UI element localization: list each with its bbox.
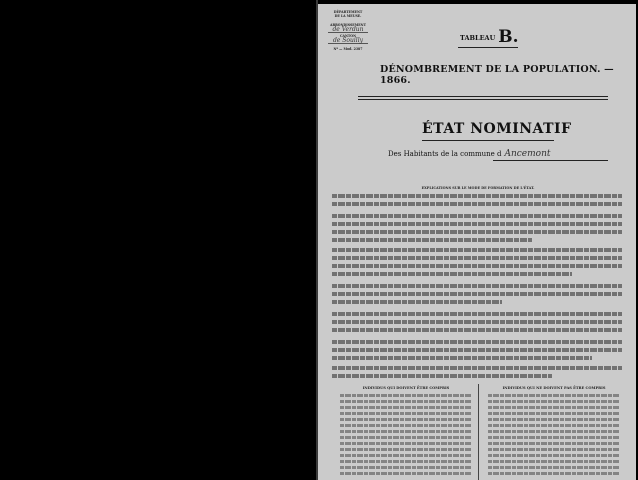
text-line <box>340 418 472 421</box>
title-rule <box>358 96 608 97</box>
dept-label: DÉPARTEMENT <box>333 10 363 14</box>
text-line <box>332 284 622 288</box>
text-line <box>332 356 592 360</box>
text-line <box>340 424 472 427</box>
document-page <box>318 4 636 480</box>
etat-underline <box>422 140 554 141</box>
text-line <box>332 340 622 344</box>
tableau-label <box>460 27 519 47</box>
tableau-letter: B. <box>498 27 519 47</box>
commune-line <box>388 149 551 159</box>
text-line <box>332 264 622 268</box>
text-line <box>488 406 620 409</box>
text-line <box>332 320 622 324</box>
commune-handwritten: Ancemont <box>504 149 551 159</box>
text-line <box>332 248 622 252</box>
commune-underline <box>493 160 608 161</box>
text-line <box>488 424 620 427</box>
text-line <box>332 202 622 206</box>
text-line <box>488 466 620 469</box>
text-line <box>332 194 622 198</box>
text-line <box>332 300 502 304</box>
text-line <box>332 366 622 370</box>
page-title: DÉNOMBREMENT DE LA POPULATION. — 1866. <box>380 64 614 86</box>
text-line <box>340 430 472 433</box>
text-line <box>332 312 622 316</box>
form-number: Nº — Mod. 2387 <box>333 47 363 51</box>
text-line <box>332 328 622 332</box>
text-line <box>340 448 472 451</box>
excluded-column <box>484 386 624 478</box>
text-line <box>332 272 572 276</box>
text-line <box>340 472 472 475</box>
text-line <box>332 256 622 260</box>
tableau-word: TABLEAU <box>460 34 496 42</box>
text-line <box>488 448 620 451</box>
text-line <box>340 394 472 397</box>
text-line <box>488 442 620 445</box>
text-line <box>488 430 620 433</box>
dept-name: DE LA MEUSE. <box>334 14 362 18</box>
column-divider <box>478 384 479 480</box>
department-header <box>322 10 374 51</box>
arrondissement-label: ARRONDISSEMENT <box>330 23 366 27</box>
included-column <box>336 386 476 478</box>
text-line <box>340 412 472 415</box>
text-line <box>332 230 622 234</box>
text-line <box>340 406 472 409</box>
text-line <box>332 348 622 352</box>
title-rule-thin <box>358 99 608 100</box>
text-line <box>488 394 620 397</box>
explications-heading: EXPLICATIONS SUR LE MODE DE FORMATION DE L'ÉTAT. <box>421 186 535 190</box>
canton-handwritten: de Souilly <box>328 39 368 44</box>
text-line <box>488 412 620 415</box>
text-line <box>488 454 620 457</box>
text-line <box>488 400 620 403</box>
text-line <box>332 292 622 296</box>
excluded-title: INDIVIDUS QUI NE DOIVENT PAS ÊTRE COMPRIS <box>502 386 606 390</box>
commune-label: Des Habitants de la commune d <box>388 150 502 158</box>
canton-label: CANTON <box>340 34 356 38</box>
tableau-underline <box>458 47 518 48</box>
text-line <box>332 374 552 378</box>
text-line <box>488 460 620 463</box>
arrondissement-handwritten: de Verdun <box>328 28 368 33</box>
text-line <box>340 442 472 445</box>
text-line <box>340 454 472 457</box>
etat-nominatif-heading: ÉTAT NOMINATIF <box>422 121 572 137</box>
text-line <box>488 472 620 475</box>
text-line <box>340 436 472 439</box>
text-line <box>488 436 620 439</box>
text-line <box>332 222 622 226</box>
text-line <box>340 466 472 469</box>
text-line <box>332 214 622 218</box>
text-line <box>340 460 472 463</box>
included-title: INDIVIDUS QUI DOIVENT ÊTRE COMPRIS <box>362 386 450 390</box>
text-line <box>332 238 532 242</box>
text-line <box>340 400 472 403</box>
text-line <box>488 418 620 421</box>
